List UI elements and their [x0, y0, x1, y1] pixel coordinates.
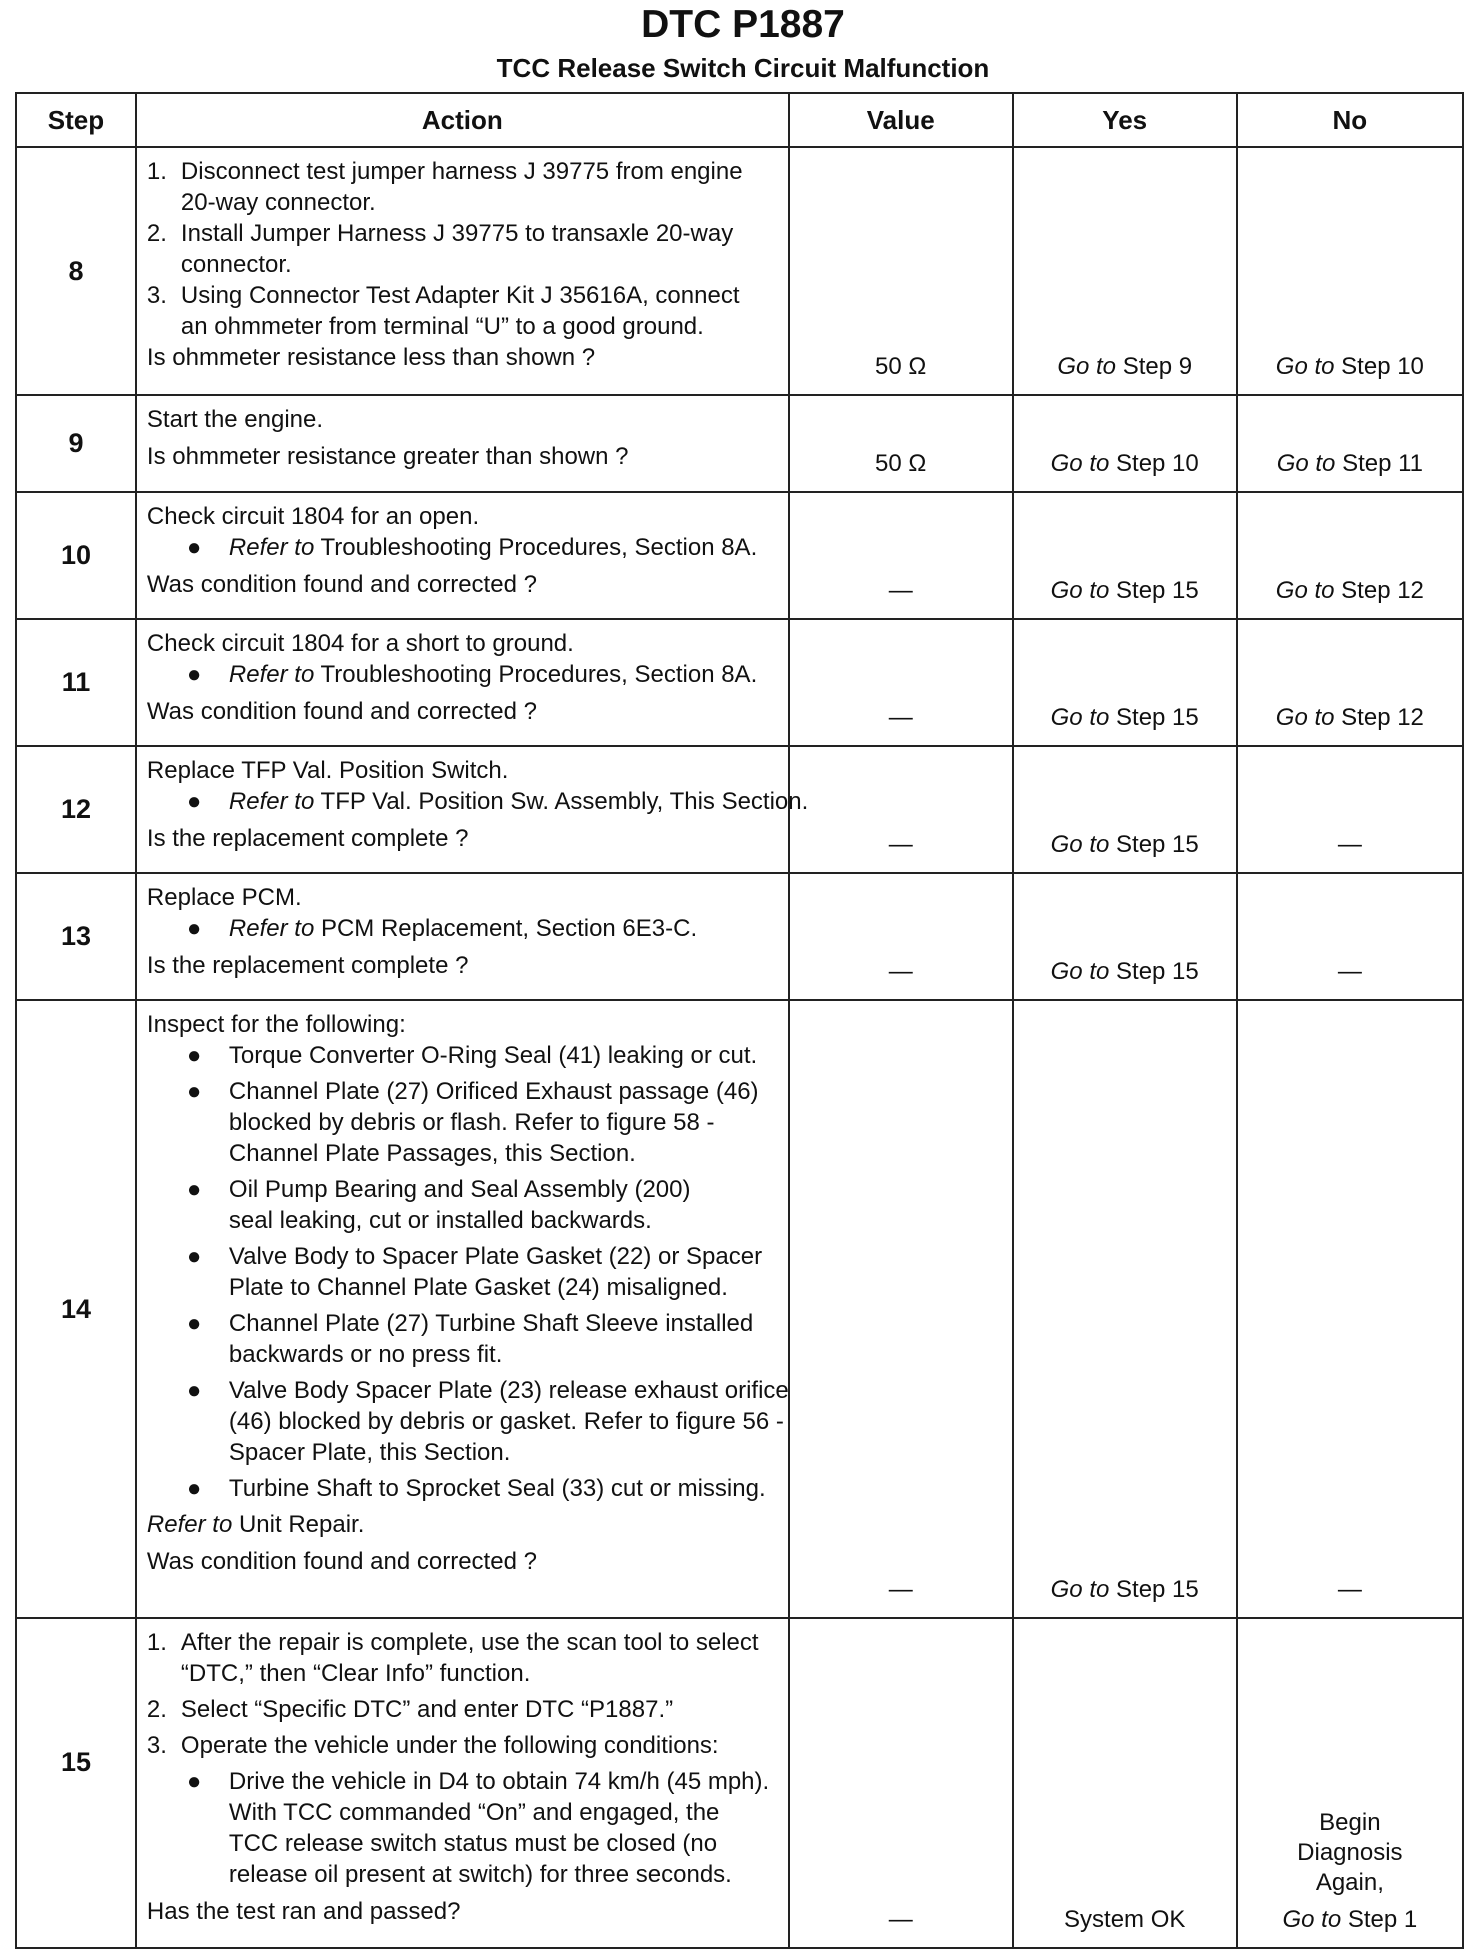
value-cell: —: [789, 746, 1013, 873]
bullet-item: ● Drive the vehicle in D4 to obtain 74 km/h (45 mph). With TCC commanded “On” and engaged, the TCC release switch status must be closed (no release oil present at switch) for three seconds.: [186, 1768, 770, 1888]
bullet-item: ● Torque Converter O-Ring Seal (41) leaking or cut.: [186, 1042, 758, 1069]
step-number: 12: [16, 746, 136, 873]
question-text: Is ohmmeter resistance less than shown ?: [146, 344, 596, 371]
step-number: 9: [16, 395, 136, 492]
header-yes: Yes: [1013, 93, 1237, 147]
header-action: Action: [136, 93, 789, 147]
yes-cell: Go to Step 15: [1013, 1000, 1237, 1618]
no-cell: —: [1237, 873, 1463, 1000]
bullet-item: ● Valve Body Spacer Plate (23) release exhaust orifice (46) blocked by debris or gasket. Refer to figure 56 - Spacer Plate, this Section.: [186, 1377, 789, 1466]
table-row: [16, 492, 1463, 619]
bullet-item: ● Valve Body to Spacer Plate Gasket (22) or Spacer Plate to Channel Plate Gasket (24) misaligned.: [186, 1243, 763, 1301]
page-subtitle: TCC Release Switch Circuit Malfunction: [496, 53, 990, 83]
list-item: 3. Operate the vehicle under the following conditions:: [146, 1732, 719, 1759]
value-cell: —: [789, 619, 1013, 746]
list-item: 3. Using Connector Test Adapter Kit J 35616A, connect an ohmmeter from terminal “U” to a good ground.: [146, 282, 740, 340]
yes-cell: Go to Step 9: [1013, 147, 1237, 395]
step-number: 13: [16, 873, 136, 1000]
refer-line: Refer to Unit Repair.: [146, 1511, 365, 1538]
question-text: Was condition found and corrected ?: [146, 571, 537, 598]
yes-cell: Go to Step 10: [1013, 395, 1237, 492]
action-cell: Check circuit 1804 for an open. ● Refer to Troubleshooting Procedures, Section 8A. Was condition found and corrected ?: [136, 492, 789, 619]
header-step: Step: [16, 93, 136, 147]
question-text: Has the test ran and passed?: [146, 1898, 461, 1925]
action-cell: Replace PCM. ● Refer to PCM Replacement, Section 6E3-C. Is the replacement complete ?: [136, 873, 789, 1000]
yes-cell: Go to Step 15: [1013, 619, 1237, 746]
value-cell: 50 Ω: [789, 147, 1013, 395]
table-row: [16, 873, 1463, 1000]
yes-cell: Go to Step 15: [1013, 492, 1237, 619]
step-number: 14: [16, 1000, 136, 1618]
question-text: Is ohmmeter resistance greater than shown ?: [146, 443, 629, 470]
action-cell: Start the engine. Is ohmmeter resistance greater than shown ?: [136, 395, 789, 492]
value-cell: 50 Ω: [789, 395, 1013, 492]
bullet-item: ● Channel Plate (27) Orificed Exhaust passage (46) blocked by debris or flash. Refer to figure 58 - Channel Plate Passages, this Section.: [186, 1078, 759, 1167]
no-cell: —: [1237, 746, 1463, 873]
table-row: [16, 1618, 1463, 1948]
value-cell: —: [789, 1618, 1013, 1948]
table-row: [16, 147, 1463, 395]
step-number: 15: [16, 1618, 136, 1948]
no-cell: Go to Step 12: [1237, 492, 1463, 619]
question-text: Is the replacement complete ?: [146, 952, 469, 979]
value-cell: —: [789, 1000, 1013, 1618]
bullet-item: ● Refer to Troubleshooting Procedures, Section 8A.: [186, 661, 758, 688]
list-item: 2. Install Jumper Harness J 39775 to transaxle 20-way connector.: [146, 220, 734, 278]
no-cell: Go to Step 12: [1237, 619, 1463, 746]
action-cell: Check circuit 1804 for a short to ground. ● Refer to Troubleshooting Procedures, Section 8A. Was condition found and corrected ?: [136, 619, 789, 746]
yes-cell: Go to Step 15: [1013, 873, 1237, 1000]
list-item: 2. Select “Specific DTC” and enter DTC “P1887.”: [146, 1696, 674, 1723]
list-item: 1. After the repair is complete, use the scan tool to select “DTC,” then “Clear Info” function.: [146, 1629, 759, 1687]
no-cell: Go to Step 10: [1237, 147, 1463, 395]
bullet-item: ● Refer to Troubleshooting Procedures, Section 8A.: [186, 534, 758, 561]
table-row: [16, 1000, 1463, 1618]
question-text: Was condition found and corrected ?: [146, 1548, 537, 1575]
step-number: 10: [16, 492, 136, 619]
no-cell: —: [1237, 1000, 1463, 1618]
no-cell: Begin Diagnosis Again, Go to Step 1: [1237, 1618, 1463, 1948]
value-cell: —: [789, 873, 1013, 1000]
no-cell: Go to Step 11: [1237, 395, 1463, 492]
action-cell: Replace TFP Val. Position Switch. ● Refer to TFP Val. Position Sw. Assembly, This Section. Is the replacement complete ?: [136, 746, 789, 873]
yes-cell: System OK: [1013, 1618, 1237, 1948]
bullet-item: ● Refer to PCM Replacement, Section 6E3-C.: [186, 915, 698, 942]
table-row: [16, 395, 1463, 492]
bullet-item: ● Refer to TFP Val. Position Sw. Assembly, This Section.: [186, 788, 809, 815]
step-number: 8: [16, 147, 136, 395]
page-title: DTC P1887: [641, 3, 845, 46]
diagnostic-table: [15, 92, 1464, 1949]
question-text: Was condition found and corrected ?: [146, 698, 537, 725]
bullet-item: ● Channel Plate (27) Turbine Shaft Sleeve installed backwards or no press fit.: [186, 1310, 754, 1368]
table-row: [16, 619, 1463, 746]
header-no: No: [1237, 93, 1463, 147]
value-cell: —: [789, 492, 1013, 619]
question-text: Is the replacement complete ?: [146, 825, 469, 852]
action-cell: Inspect for the following: ● Torque Converter O-Ring Seal (41) leaking or cut. ● Channel Plate (27) Orificed Exhaust passage (46) blocked by debris or flash. Refer to figure 58 - Channel Plate Passages, this Section. ● Oil Pump Bearing and Seal Assembly (200) seal leaking, cut or installed backwards. ● Valve Body to Spacer Plate Gasket (22) or Spacer Plate to Channel Plate Gasket (24) misaligned. ● Channel Plate (27) Turbine Shaft Sleeve installed backwards or no press fit. ● Valve Body Spacer Plate (23) release exhaust orifice (46) blocked by debris or gasket. Refer to figure 56 - Spacer Plate, this Section. ● Turbine Shaft to Sprocket Seal (33) cut or missing. Refer to Unit Repair. Was condition found and corrected ?: [136, 1000, 789, 1618]
yes-cell: Go to Step 15: [1013, 746, 1237, 873]
table-row: [16, 746, 1463, 873]
table-header-row: [16, 93, 1463, 147]
header-value: Value: [789, 93, 1013, 147]
bullet-item: ● Turbine Shaft to Sprocket Seal (33) cut or missing.: [186, 1475, 766, 1502]
action-cell: [136, 1618, 789, 1948]
list-item: 1. Disconnect test jumper harness J 39775 from engine 20-way connector.: [146, 158, 743, 216]
step-number: 11: [16, 619, 136, 746]
bullet-item: ● Oil Pump Bearing and Seal Assembly (200) seal leaking, cut or installed backwards.: [186, 1176, 691, 1234]
action-cell: [136, 147, 789, 395]
